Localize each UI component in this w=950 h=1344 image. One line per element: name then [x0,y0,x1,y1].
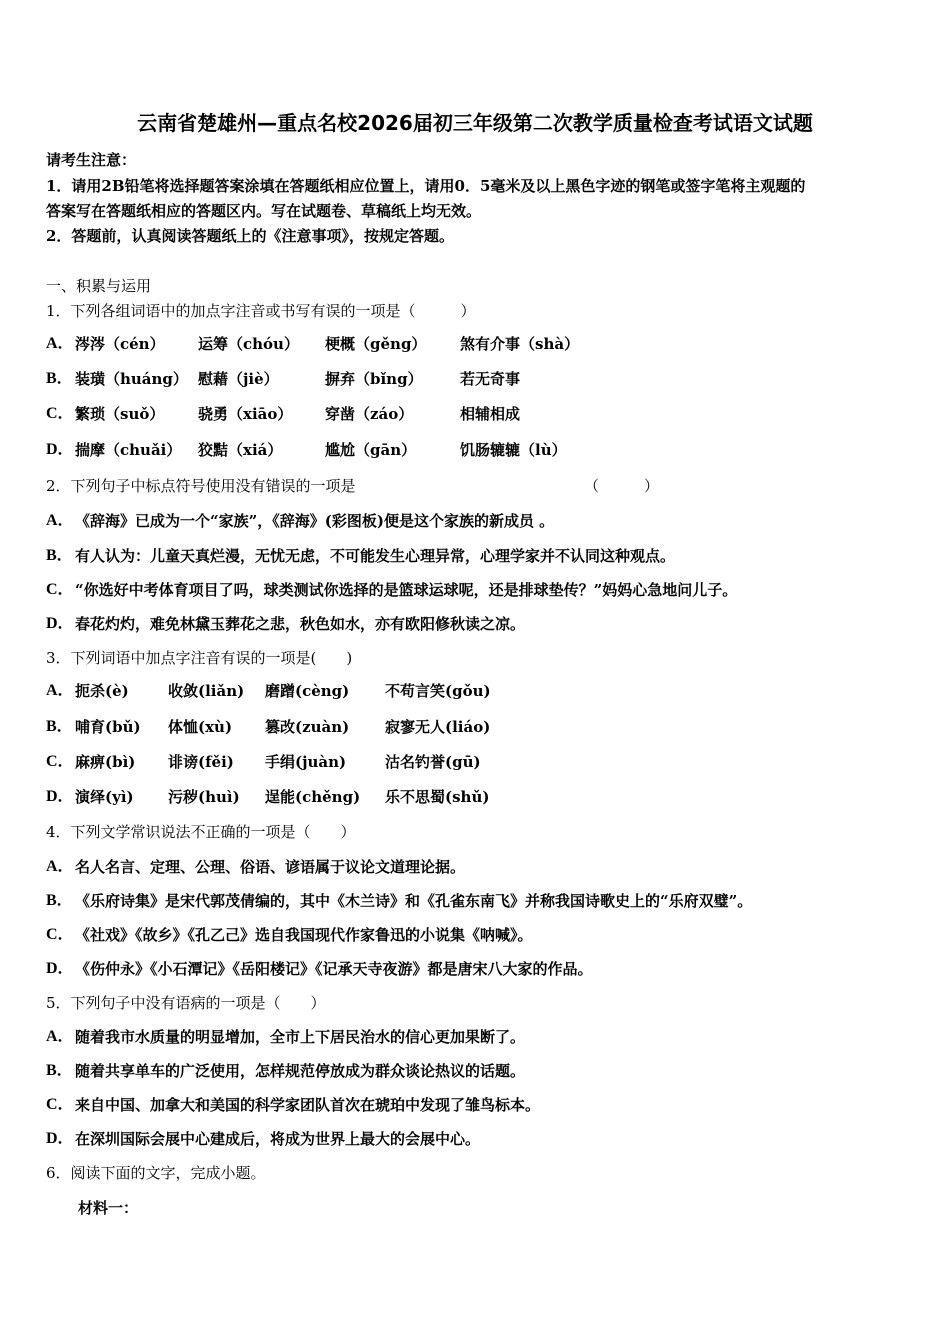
option-item: 揣摩（chuǎi） [75,441,182,459]
option-item: 诽谤(fěi) [168,753,234,771]
option-label: A． [46,335,74,352]
option-item: 梗概（gěng） [325,335,427,353]
option-item: 涔涔（cén） [75,335,165,353]
option-label: D． [46,960,74,977]
question-2-stem: 2．下列句子中标点符号使用没有错误的一项是 [46,477,356,495]
option-text: 有人认为：儿童天真烂漫，无忧无虑，不可能发生心理异常，心理学家并不认同这种观点。 [75,547,676,565]
option-label: B． [46,1062,73,1079]
option-label: B． [46,718,73,735]
option-label: D． [46,615,74,632]
document-title: 云南省楚雄州—重点名校2026届初三年级第二次教学质量检查考试语文试题 [137,111,813,135]
question-4-stem: 4．下列文学常识说法不正确的一项是（ ） [46,823,356,841]
option-text: 《乐府诗集》是宋代郭茂倩编的，其中《木兰诗》和《孔雀东南飞》并称我国诗歌史上的“乐府双璧”。 [75,892,753,910]
option-item: 运筹（chóu） [198,335,299,353]
option-text: 随着我市水质量的明显增加，全市上下居民治水的信心更加果断了。 [75,1028,526,1046]
option-label: A． [46,682,74,699]
question-1-stem: 1．下列各组词语中的加点字注音或书写有误的一项是（ ） [46,302,476,320]
option-item: 哺育(bǔ) [75,718,141,736]
option-item: 煞有介事（shà） [460,335,580,353]
question-3-stem: 3．下列词语中加点字注音有误的一项是( ) [46,649,353,667]
option-label: C． [46,405,74,422]
option-item: 沽名钓誉(gū) [385,753,481,771]
section-heading: 一、积累与运用 [46,277,152,295]
option-label: A． [46,858,74,875]
question-6-stem: 6．阅读下面的文字，完成小题。 [46,1164,266,1182]
option-item: 狡黠（xiá） [198,441,283,459]
option-item: 穿凿（záo） [325,405,414,423]
option-label: C． [46,1096,74,1113]
option-item: 污秽(huì) [168,788,240,806]
notice-line-3: 2．答题前，认真阅读答题纸上的《注意事项》，按规定答题。 [46,227,454,245]
option-text: 《辞海》已成为一个“家族”，《辞海》(彩图板)便是这个家族的新成员 。 [75,512,555,530]
option-label: C． [46,581,74,598]
option-text: 随着共享单车的广泛使用，怎样规范停放成为群众谈论热议的话题。 [75,1062,526,1080]
option-label: B． [46,892,73,909]
option-text: 名人名言、定理、公理、俗语、谚语属于议论文道理论据。 [75,858,466,876]
option-item: 摒弃（bǐng） [325,370,423,388]
option-item: 不苟言笑(gǒu) [385,682,491,700]
notice-line-1: 1．请用2B铅笔将选择题答案涂填在答题纸相应位置上，请用0．5毫米及以上黑色字迹的钢笔或签字笔将主观题的 [46,177,806,195]
option-item: 收敛(liǎn) [168,682,245,700]
option-item: 装璜（huáng） [75,370,188,388]
option-item: 逞能(chěng) [265,788,361,806]
option-item: 若无奇事 [460,370,521,388]
option-item: 演绎(yì) [75,788,134,806]
option-item: 体恤(xù) [168,718,233,736]
option-label: D． [46,1130,74,1147]
option-text: 《社戏》《故乡》《孔乙己》选自我国现代作家鲁迅的小说集《呐喊》。 [75,926,533,944]
option-label: B． [46,547,73,564]
option-text: “你选好中考体育项目了吗，球类测试你选择的是篮球运球呢，还是排球垫传？”妈妈心急地问儿子。 [75,581,738,599]
option-label: C． [46,926,74,943]
option-label: C． [46,753,74,770]
option-item: 骁勇（xiāo） [198,405,293,423]
option-text: 春花灼灼，难免林黛玉葬花之悲，秋色如水，亦有欧阳修秋读之凉。 [75,615,526,633]
option-item: 篡改(zuàn) [265,718,350,736]
material-one-label: 材料一： [78,1199,139,1217]
option-item: 麻痹(bì) [75,753,136,771]
option-item: 乐不思蜀(shǔ) [385,788,490,806]
option-label: D． [46,441,74,458]
option-label: A． [46,512,74,529]
option-item: 寂寥无人(liáo) [385,718,491,736]
option-label: B． [46,370,73,387]
option-item: 慰藉（jiè） [198,370,279,388]
option-item: 手绢(juàn) [265,753,347,771]
option-item: 繁琐（suǒ） [75,405,165,423]
option-item: 扼杀(è) [75,682,129,700]
option-item: 相辅相成 [460,405,521,423]
question-2-answer-paren: （ ） [584,477,660,495]
notice-heading: 请考生注意： [46,151,137,169]
option-label: A． [46,1028,74,1045]
option-text: 来自中国、加拿大和美国的科学家团队首次在琥珀中发现了雏鸟标本。 [75,1096,541,1114]
notice-line-2: 答案写在答题纸相应的答题区内。写在试题卷、草稿纸上均无效。 [46,202,482,220]
question-5-stem: 5．下列句子中没有语病的一项是（ ） [46,994,326,1012]
option-item: 尴尬（gān） [325,441,417,459]
option-text: 在深圳国际会展中心建成后，将成为世界上最大的会展中心。 [75,1130,481,1148]
option-item: 磨蹭(cèng) [265,682,350,700]
option-item: 饥肠辘辘（lù） [460,441,567,459]
option-text: 《伤仲永》《小石潭记》《岳阳楼记》《记承天寺夜游》都是唐宋八大家的作品。 [75,960,593,978]
option-label: D． [46,788,74,805]
